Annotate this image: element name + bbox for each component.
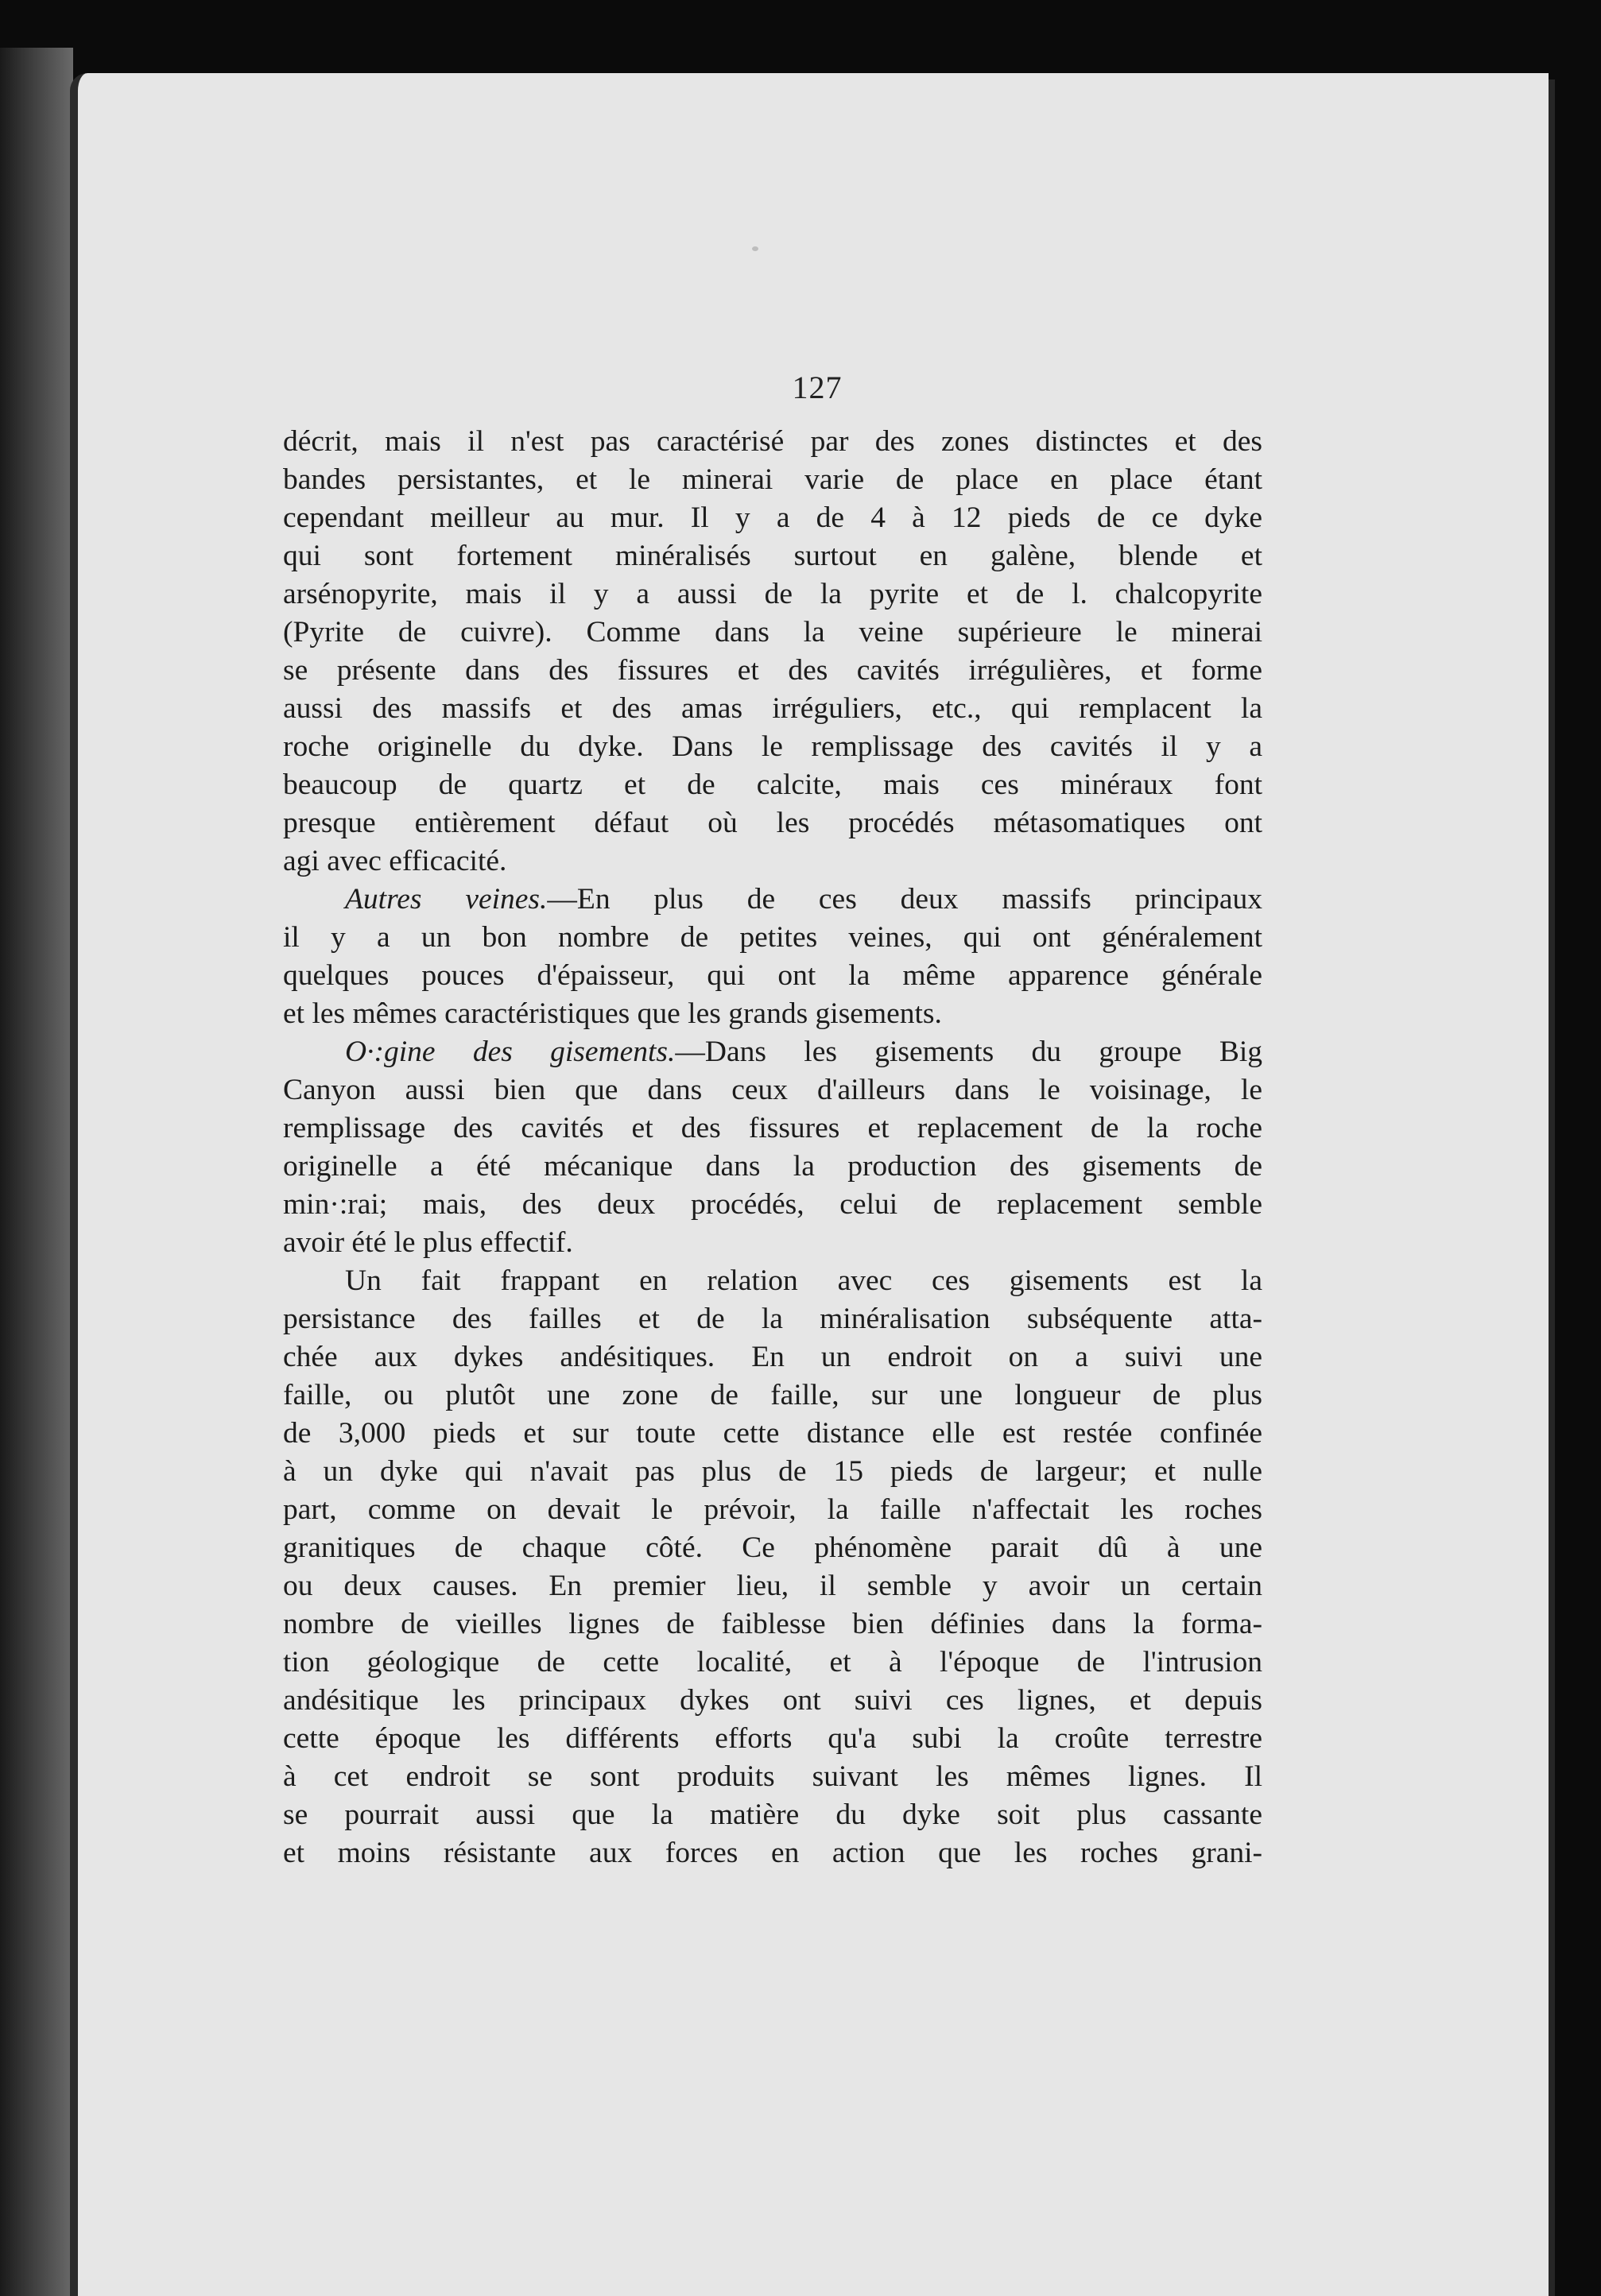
text-line [283, 804, 1262, 842]
text-line [283, 1834, 1262, 1872]
section-heading: O·:gine des gisements. [345, 1036, 676, 1068]
line-text: avoir été le plus effectif. [283, 1226, 573, 1259]
line-text: faille, ou plutôt une zone de faille, sur une longueur de plus [283, 1379, 1262, 1411]
line-text: (Pyrite de cuivre). Comme dans la veine supérieure le minerai [283, 616, 1262, 649]
line-text: Canyon aussi bien que dans ceux d'ailleurs dans le voisinage, le [283, 1074, 1262, 1106]
line-text: cependant meilleur au mur. Il y a de 4 à 12 pieds de ce dyke [283, 501, 1262, 534]
text-line [283, 1605, 1262, 1644]
text-line [283, 766, 1262, 804]
text-line [283, 842, 1262, 881]
text-line [283, 575, 1262, 614]
text-line [283, 1529, 1262, 1567]
text-line [283, 1224, 1262, 1262]
line-text: de 3,000 pieds et sur toute cette distance elle est restée confinée [283, 1417, 1262, 1450]
line-text: et moins résistante aux forces en action que les roches grani- [283, 1837, 1262, 1869]
page-number: 127 [792, 370, 843, 405]
text-line [283, 1109, 1262, 1148]
line-text: remplissage des cavités et des fissures et replacement de la roche [283, 1112, 1262, 1144]
text-line [283, 1376, 1262, 1415]
text-line [283, 1148, 1262, 1186]
line-text: —En plus de ces deux massifs principaux [547, 883, 1262, 916]
line-text: min·:rai; mais, des deux procédés, celui de replacement semble [283, 1188, 1262, 1221]
line-text: qui sont fortement minéralisés surtout en galène, blende et [283, 540, 1262, 572]
text-line [283, 1682, 1262, 1720]
line-text: se présente dans des fissures et des cavités irrégulières, et forme [283, 654, 1262, 687]
line-text: part, comme on devait le prévoir, la faille n'affectait les roches [283, 1493, 1262, 1526]
body-text [283, 423, 1262, 1872]
text-line [283, 461, 1262, 499]
text-line [283, 614, 1262, 652]
text-line [283, 1033, 1262, 1071]
text-line [283, 690, 1262, 728]
line-text: bandes persistantes, et le minerai varie de place en place étant [283, 463, 1262, 496]
text-line [283, 537, 1262, 575]
line-text: aussi des massifs et des amas irréguliers, etc., qui remplacent la [283, 692, 1262, 725]
text-line [283, 881, 1262, 919]
line-text: —Dans les gisements du groupe Big [675, 1036, 1263, 1068]
text-line [283, 1453, 1262, 1491]
line-text: arsénopyrite, mais il y a aussi de la pyrite et de l. chalcopyrite [283, 578, 1262, 610]
section-heading: Autres veines. [345, 883, 548, 916]
line-text: originelle a été mécanique dans la production des gisements de [283, 1150, 1262, 1183]
text-line [283, 1186, 1262, 1224]
text-line [283, 499, 1262, 537]
line-text: chée aux dykes andésitiques. En un endroit on a suivi une [283, 1341, 1262, 1373]
text-line [283, 1567, 1262, 1605]
line-text: Un fait frappant en relation avec ces gisements est la [345, 1264, 1262, 1297]
line-text: ou deux causes. En premier lieu, il semble y avoir un certain [283, 1570, 1262, 1602]
line-text: à cet endroit se sont produits suivant les mêmes lignes. Il [283, 1760, 1262, 1793]
text-line [283, 1300, 1262, 1338]
text-line [283, 1644, 1262, 1682]
line-text: roche originelle du dyke. Dans le remplissage des cavités il y a [283, 730, 1262, 763]
line-text: et les mêmes caractéristiques que les grands gisements. [283, 997, 942, 1030]
line-text: à un dyke qui n'avait pas plus de 15 pieds de largeur; et nulle [283, 1455, 1262, 1488]
text-line [283, 1262, 1262, 1300]
text-line [283, 995, 1262, 1033]
line-text: nombre de vieilles lignes de faiblesse bien définies dans la forma- [283, 1608, 1262, 1640]
line-text: persistance des failles et de la minéralisation subséquente atta- [283, 1303, 1262, 1335]
line-text: andésitique les principaux dykes ont suivi ces lignes, et depuis [283, 1684, 1262, 1717]
line-text: agi avec efficacité. [283, 845, 507, 877]
text-line [283, 1491, 1262, 1529]
line-text: il y a un bon nombre de petites veines, qui ont généralement [283, 921, 1262, 954]
dust-speck [752, 246, 758, 251]
text-line [283, 1720, 1262, 1758]
scanned-page [70, 73, 1549, 2296]
line-text: tion géologique de cette localité, et à l'époque de l'intrusion [283, 1646, 1262, 1678]
line-text: décrit, mais il n'est pas caractérisé par des zones distinctes et des [283, 425, 1262, 458]
line-text: quelques pouces d'épaisseur, qui ont la même apparence générale [283, 959, 1262, 992]
text-line [283, 728, 1262, 766]
line-text: beaucoup de quartz et de calcite, mais ces minéraux font [283, 769, 1262, 801]
text-line [283, 652, 1262, 690]
adjacent-page-edge [0, 48, 73, 2296]
line-text: granitiques de chaque côté. Ce phénomène parait dû à une [283, 1531, 1262, 1564]
line-text: presque entièrement défaut où les procédés métasomatiques ont [283, 807, 1262, 839]
line-text: cette époque les différents efforts qu'a subi la croûte terrestre [283, 1722, 1262, 1755]
text-line [283, 1338, 1262, 1376]
text-line [283, 1796, 1262, 1834]
text-line [283, 1415, 1262, 1453]
text-line [283, 919, 1262, 957]
text-line [283, 957, 1262, 995]
text-line [283, 1758, 1262, 1796]
line-text: se pourrait aussi que la matière du dyke soit plus cassante [283, 1798, 1262, 1831]
text-line [283, 423, 1262, 461]
text-line [283, 1071, 1262, 1109]
